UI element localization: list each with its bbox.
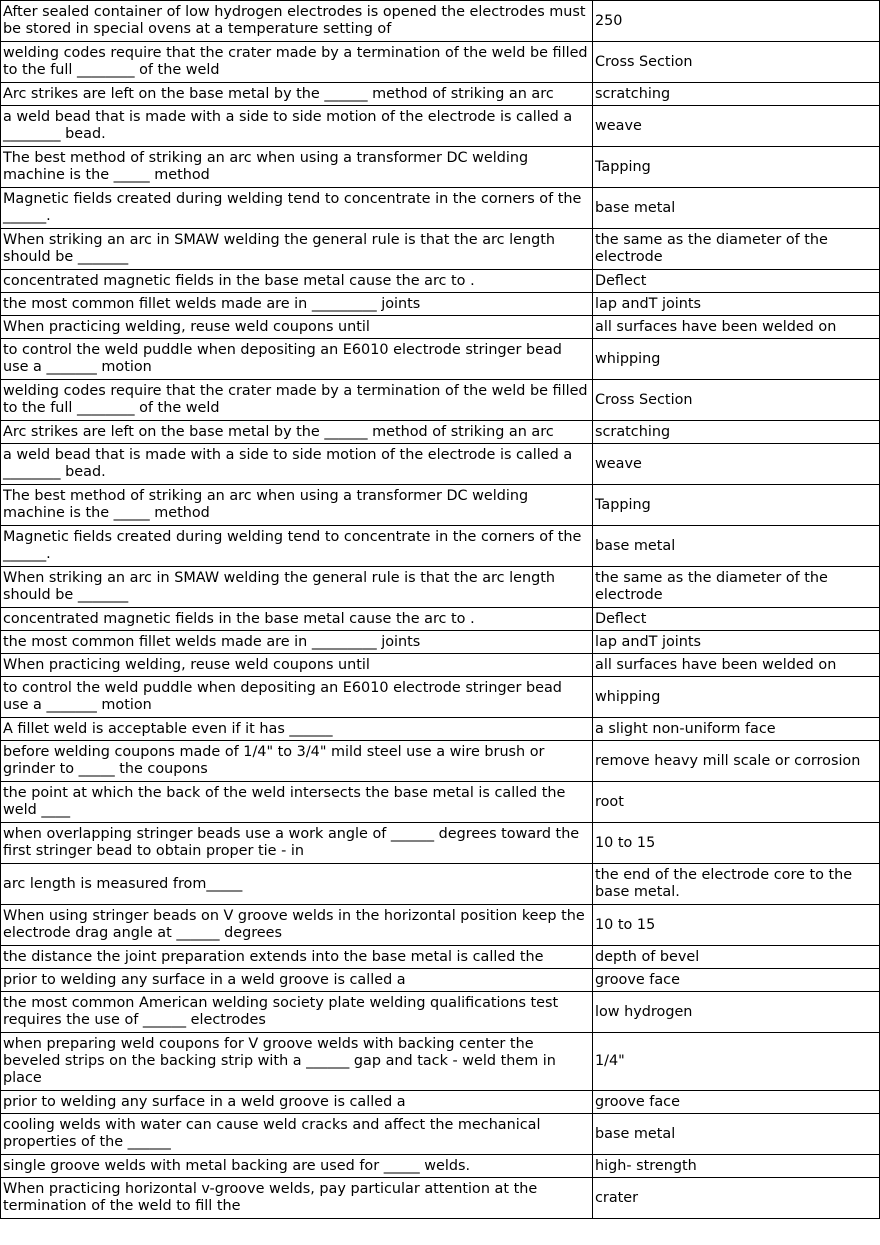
table-row (1, 631, 880, 654)
table-row (1, 106, 880, 147)
table-row (1, 339, 880, 380)
table-row (1, 485, 880, 526)
question-cell: single groove welds with metal backing are used for _____ welds. (1, 1155, 593, 1178)
question-cell: concentrated magnetic fields in the base metal cause the arc to . (1, 608, 593, 631)
question-cell: Arc strikes are left on the base metal by the ______ method of striking an arc (1, 83, 593, 106)
table-row (1, 1178, 880, 1219)
table-row (1, 946, 880, 969)
flashcard-table-body (1, 1, 880, 1219)
table-row (1, 83, 880, 106)
table-row (1, 380, 880, 421)
answer-cell: high- strength (593, 1155, 880, 1178)
answer-cell: Tapping (593, 485, 880, 526)
table-row (1, 567, 880, 608)
answer-cell: 10 to 15 (593, 823, 880, 864)
table-row (1, 905, 880, 946)
table-row (1, 526, 880, 567)
question-cell: the distance the joint preparation extends into the base metal is called the (1, 946, 593, 969)
question-cell: concentrated magnetic fields in the base metal cause the arc to . (1, 270, 593, 293)
answer-cell: Tapping (593, 147, 880, 188)
table-row (1, 992, 880, 1033)
table-row (1, 823, 880, 864)
answer-cell: whipping (593, 677, 880, 718)
answer-cell: lap andT joints (593, 631, 880, 654)
answer-cell: low hydrogen (593, 992, 880, 1033)
table-row (1, 782, 880, 823)
question-cell: arc length is measured from_____ (1, 864, 593, 905)
question-cell: a weld bead that is made with a side to side motion of the electrode is called a ________ bead. (1, 106, 593, 147)
question-cell: the most common fillet welds made are in _________ joints (1, 631, 593, 654)
question-cell: to control the weld puddle when depositing an E6010 electrode stringer bead use a _______ motion (1, 677, 593, 718)
table-row (1, 42, 880, 83)
answer-cell: base metal (593, 188, 880, 229)
answer-cell: 250 (593, 1, 880, 42)
table-row (1, 229, 880, 270)
answer-cell: a slight non-uniform face (593, 718, 880, 741)
question-cell: When practicing welding, reuse weld coupons until (1, 316, 593, 339)
question-cell: the most common fillet welds made are in _________ joints (1, 293, 593, 316)
answer-cell: the same as the diameter of the electrode (593, 567, 880, 608)
question-cell: Magnetic fields created during welding tend to concentrate in the corners of the ______. (1, 526, 593, 567)
question-cell: A fillet weld is acceptable even if it has ______ (1, 718, 593, 741)
table-row (1, 1155, 880, 1178)
answer-cell: base metal (593, 526, 880, 567)
question-cell: welding codes require that the crater made by a termination of the weld be filled to the full ________ of the weld (1, 42, 593, 83)
question-cell: When using stringer beads on V groove welds in the horizontal position keep the electrode drag angle at ______ degrees (1, 905, 593, 946)
answer-cell: 1/4" (593, 1033, 880, 1091)
question-cell: when overlapping stringer beads use a work angle of ______ degrees toward the first stringer bead to obtain proper tie - in (1, 823, 593, 864)
answer-cell: Deflect (593, 270, 880, 293)
table-row (1, 677, 880, 718)
answer-cell: Cross Section (593, 380, 880, 421)
answer-cell: all surfaces have been welded on (593, 654, 880, 677)
question-cell: When striking an arc in SMAW welding the general rule is that the arc length should be _______ (1, 229, 593, 270)
answer-cell: scratching (593, 421, 880, 444)
question-cell: When practicing horizontal v-groove welds, pay particular attention at the termination of the weld to fill the (1, 1178, 593, 1219)
question-cell: When striking an arc in SMAW welding the general rule is that the arc length should be _______ (1, 567, 593, 608)
answer-cell: weave (593, 106, 880, 147)
table-row (1, 188, 880, 229)
answer-cell: remove heavy mill scale or corrosion (593, 741, 880, 782)
table-row (1, 654, 880, 677)
question-cell: When practicing welding, reuse weld coupons until (1, 654, 593, 677)
answer-cell: crater (593, 1178, 880, 1219)
answer-cell: the end of the electrode core to the base metal. (593, 864, 880, 905)
table-row (1, 316, 880, 339)
question-cell: The best method of striking an arc when using a transformer DC welding machine is the _____ method (1, 147, 593, 188)
question-cell: the point at which the back of the weld intersects the base metal is called the weld ____ (1, 782, 593, 823)
question-cell: the most common American welding society plate welding qualifications test requires the use of ______ electrodes (1, 992, 593, 1033)
answer-cell: the same as the diameter of the electrode (593, 229, 880, 270)
table-row (1, 718, 880, 741)
table-row (1, 741, 880, 782)
table-row (1, 1033, 880, 1091)
answer-cell: Deflect (593, 608, 880, 631)
question-cell: when preparing weld coupons for V groove welds with backing center the beveled strips on the backing strip with a ______ gap and tack - weld them in place (1, 1033, 593, 1091)
question-cell: After sealed container of low hydrogen electrodes is opened the electrodes must be stored in special ovens at a temperature setting of (1, 1, 593, 42)
question-cell: to control the weld puddle when depositing an E6010 electrode stringer bead use a _______ motion (1, 339, 593, 380)
table-row (1, 608, 880, 631)
question-cell: prior to welding any surface in a weld groove is called a (1, 1091, 593, 1114)
table-row (1, 1114, 880, 1155)
answer-cell: groove face (593, 1091, 880, 1114)
question-cell: The best method of striking an arc when using a transformer DC welding machine is the _____ method (1, 485, 593, 526)
question-cell: Arc strikes are left on the base metal by the ______ method of striking an arc (1, 421, 593, 444)
answer-cell: scratching (593, 83, 880, 106)
table-row (1, 421, 880, 444)
question-cell: cooling welds with water can cause weld cracks and affect the mechanical properties of the ______ (1, 1114, 593, 1155)
question-cell: welding codes require that the crater made by a termination of the weld be filled to the full ________ of the weld (1, 380, 593, 421)
question-cell: prior to welding any surface in a weld groove is called a (1, 969, 593, 992)
question-cell: Magnetic fields created during welding tend to concentrate in the corners of the ______. (1, 188, 593, 229)
answer-cell: all surfaces have been welded on (593, 316, 880, 339)
table-row (1, 270, 880, 293)
table-row (1, 864, 880, 905)
table-row (1, 1, 880, 42)
answer-cell: whipping (593, 339, 880, 380)
answer-cell: 10 to 15 (593, 905, 880, 946)
answer-cell: Cross Section (593, 42, 880, 83)
table-row (1, 1091, 880, 1114)
table-row (1, 969, 880, 992)
answer-cell: base metal (593, 1114, 880, 1155)
table-row (1, 293, 880, 316)
answer-cell: groove face (593, 969, 880, 992)
answer-cell: depth of bevel (593, 946, 880, 969)
table-row (1, 444, 880, 485)
answer-cell: root (593, 782, 880, 823)
question-cell: a weld bead that is made with a side to side motion of the electrode is called a ________ bead. (1, 444, 593, 485)
table-row (1, 147, 880, 188)
answer-cell: lap andT joints (593, 293, 880, 316)
question-cell: before welding coupons made of 1/4" to 3/4" mild steel use a wire brush or grinder to _____ the coupons (1, 741, 593, 782)
answer-cell: weave (593, 444, 880, 485)
